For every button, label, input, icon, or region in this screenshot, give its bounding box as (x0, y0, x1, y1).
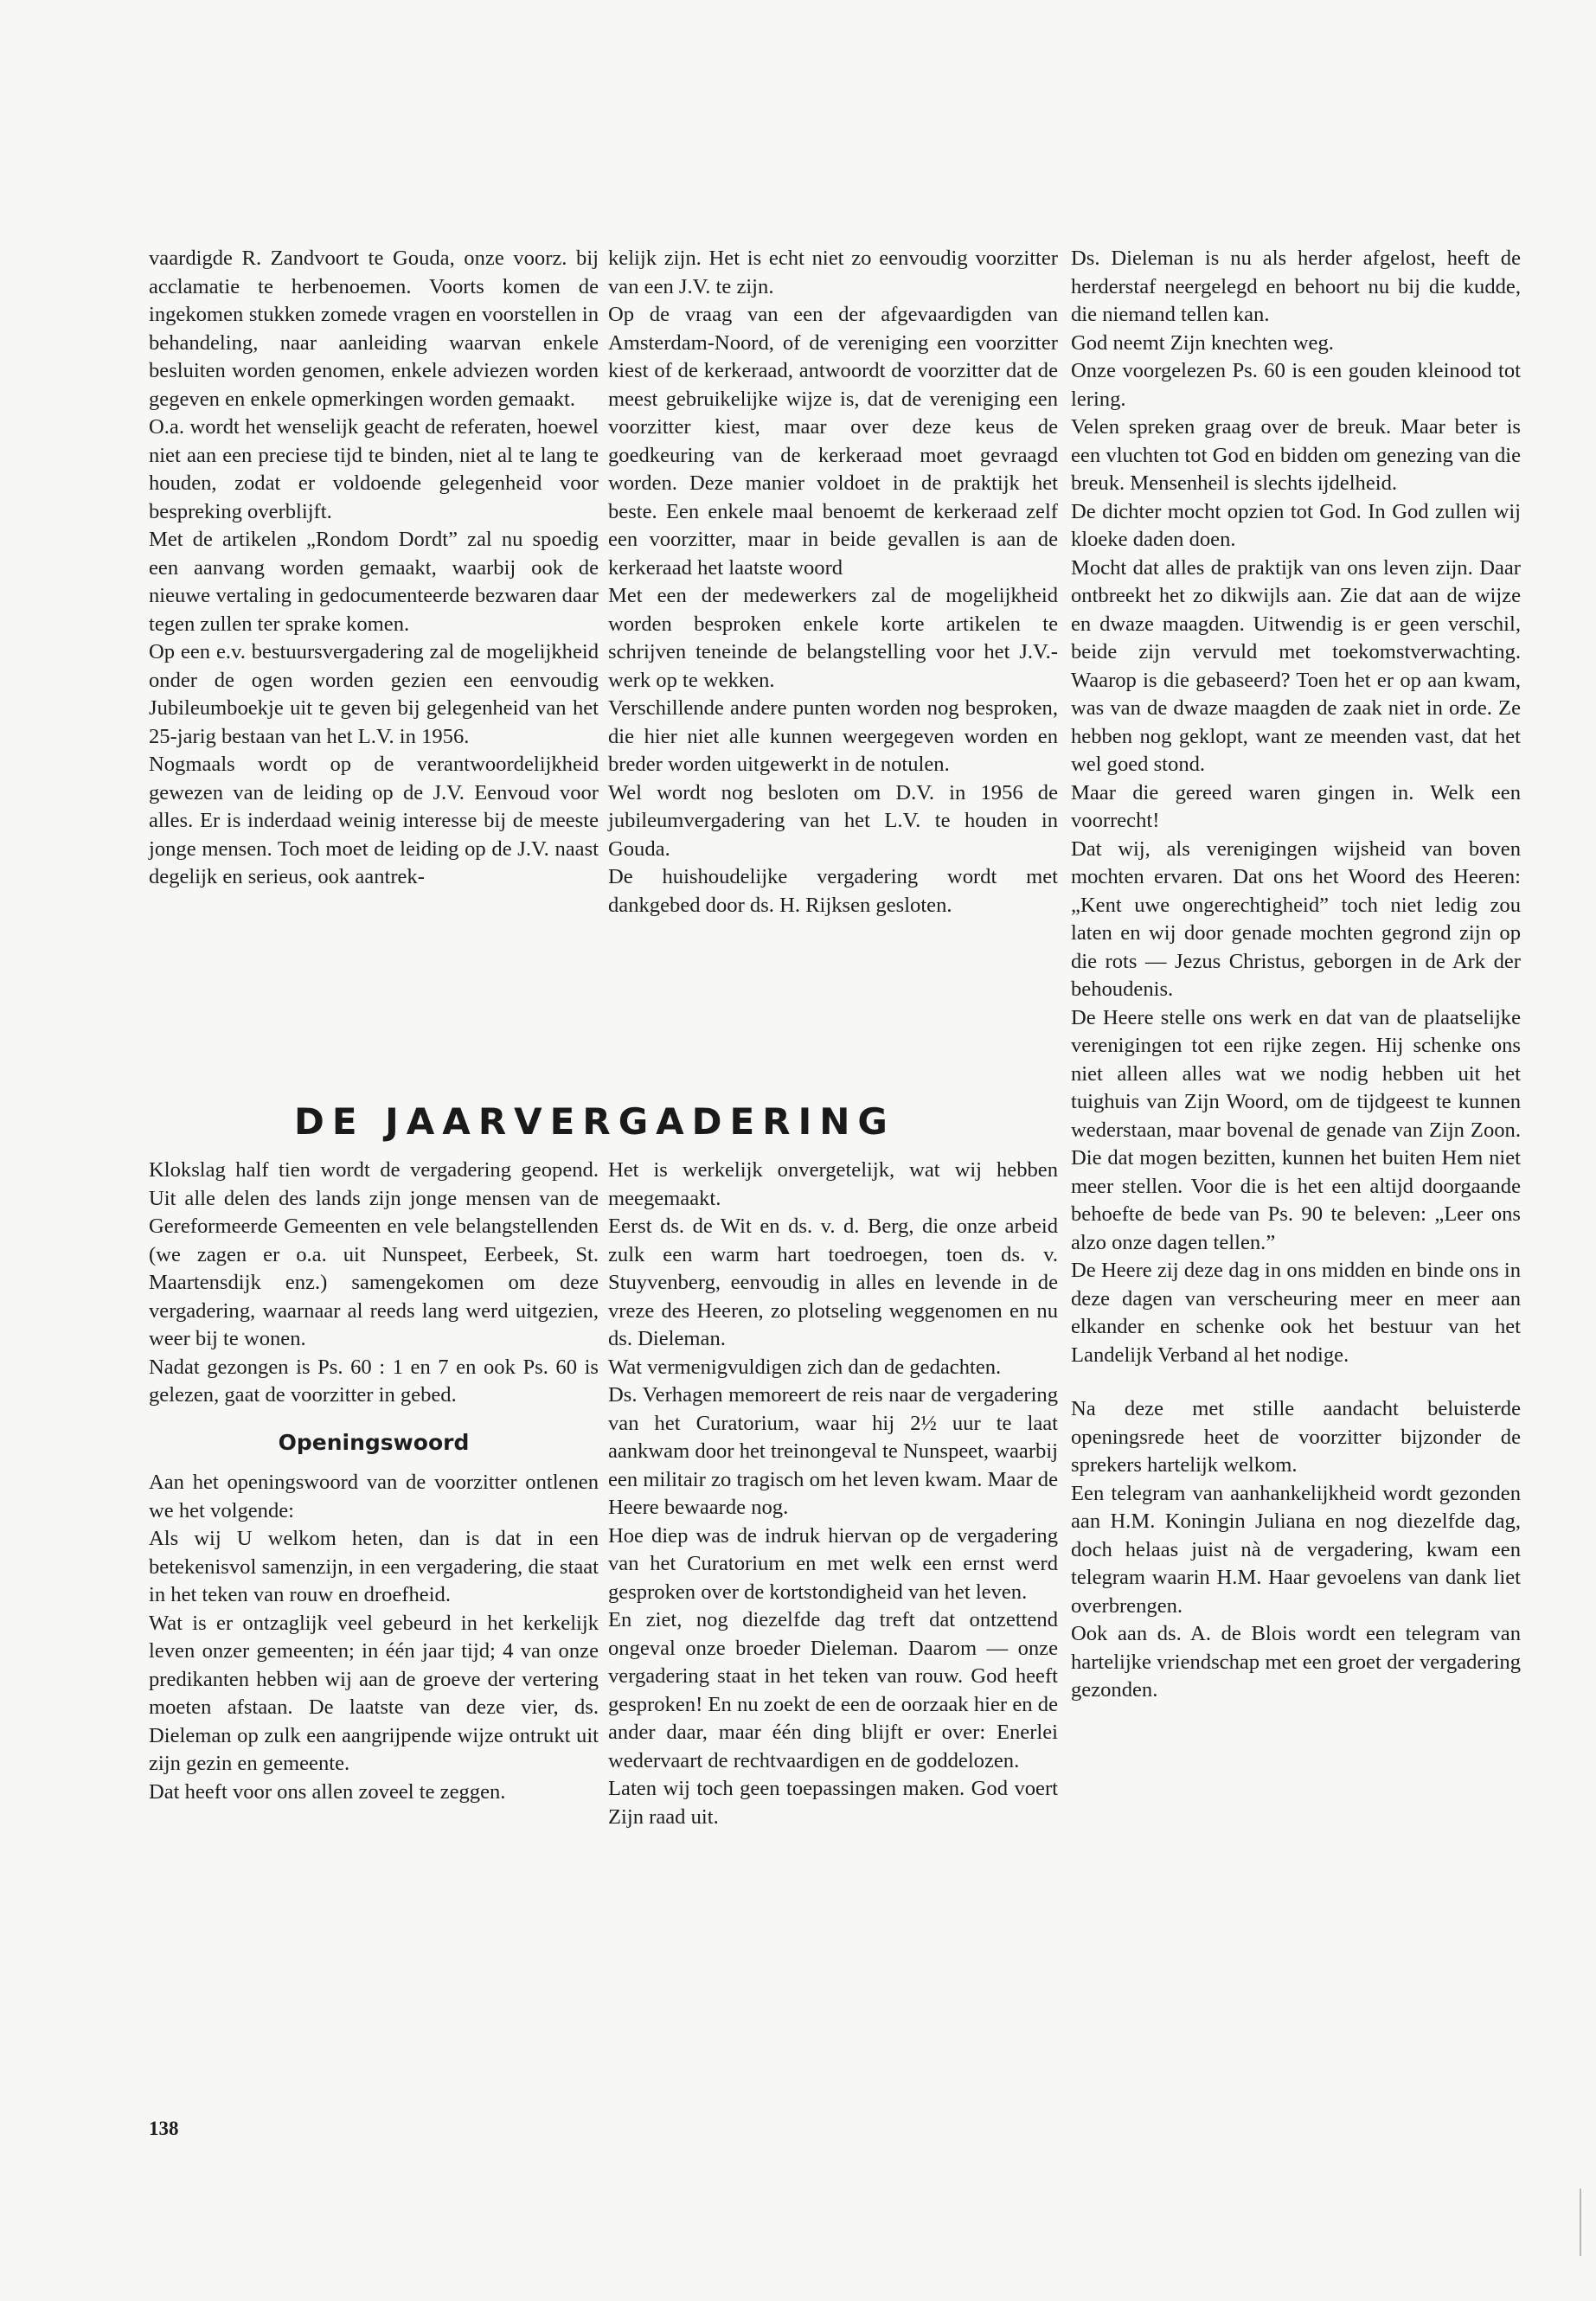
paragraph: De Heere zij deze dag in ons midden en binde ons in deze dagen van verscheuring meer en meer aan elkander en schenke ook het bestuur van het Landelijk Verband al het nodige. (1071, 1259, 1521, 1367)
page-number: 138 (149, 2118, 179, 2139)
paragraph: Het is werkelijk onvergetelijk, wat wij hebben meegemaakt. (608, 1158, 1058, 1210)
paragraph: De Heere stelle ons werk en dat van de plaatselijke verenigingen tot een rijke zegen. Hij schenke ons niet alleen alles wat we nodig hebben uit het tuighuis van Zijn Woord, om de tijdgeest te kunnen wederstaan, maar bovenal de genade van Zijn Zoon. Die dat mogen bezitten, kunnen het buiten Hem niet meer stellen. Voor die is het een altijd doorgaande behoefte de bede van Ps. 90 te beleven: „Leer ons alzo onze dagen tellen.” (1071, 1005, 1521, 1254)
paragraph: Verschillende andere punten worden nog besproken, die hier niet alle kunnen weergegeven worden en breder worden uitgewerkt in de notulen. (608, 696, 1058, 776)
paragraph: De dichter mocht opzien tot God. In God zullen wij kloeke daden doen. (1071, 499, 1521, 551)
top-middle-column (608, 245, 1058, 920)
paragraph-gap (1071, 1369, 1521, 1395)
paragraph: Nadat gezongen is Ps. 60 : 1 en 7 en ook Ps. 60 is gelezen, gaat de voorzitter in gebed. (149, 1355, 599, 1407)
paragraph: Dat wij, als verenigingen wijsheid van boven mochten ervaren. Dat ons het Woord des Heeren: „Kent uwe ongerechtigheid” toch niet ledig zou laten en wij door genade mochten gegrond zijn op die rots — Jezus Christus, geborgen in de Ark der behoudenis. (1071, 836, 1521, 1001)
paragraph: Klokslag half tien wordt de vergadering geopend. Uit alle delen des lands zijn jonge mensen van de Gereformeerde Gemeenten en vele belangstellenden (we zagen er o.a. uit Nunspeet, Eerbeek, St. Maartensdijk enz.) samengekomen om deze vergadering, waarnaar al reeds lang werd uitgezien, weer bij te wonen. (149, 1158, 599, 1350)
paragraph: Na deze met stille aandacht beluisterde openingsrede heet de voorzitter bijzonder de sprekers hartelijk welkom. (1071, 1397, 1521, 1477)
paragraph: Mocht dat alles de praktijk van ons leven zijn. Daar ontbreekt het zo dikwijls aan. Zie dat aan de wijze en dwaze maagden. Uitwendig is er geen verschil, beide zijn vervuld met toekomstverwachting. Waarop is die gebaseerd? Toen het er op aan kwam, was van de dwaze maagden de zaak niet in orde. Ze hebben nog geklopt, want ze meenden vast, dat het wel goed stond. (1071, 555, 1521, 776)
paragraph: Velen spreken graag over de breuk. Maar beter is een vluchten tot God en bidden om genezing van die breuk. Mensenheil is slechts ijdelheid. (1071, 415, 1521, 495)
paragraph: Dat heeft voor ons allen zoveel te zeggen. (149, 1779, 506, 1804)
bottom-left-column (149, 1157, 599, 1806)
paragraph: Laten wij toch geen toepassingen maken. God voert Zijn raad uit. (608, 1777, 1058, 1829)
scan-edge-mark (1580, 2189, 1581, 2256)
paragraph: Een telegram van aanhankelijkheid wordt gezonden aan H.M. Koningin Juliana en nog diezelfde dag, doch helaas juist nà de vergadering, kwam een telegram waarin H.M. Haar gevoelens van dank liet overbrengen. (1071, 1481, 1521, 1618)
paragraph: Nogmaals wordt op de verantwoordelijkheid gewezen van de leiding op de J.V. Eenvoud voor alles. Er is inderdaad weinig interesse bij de meeste jonge mensen. Toch moet de leiding op de J.V. naast degelijk en serieus, ook aantrek- (149, 753, 599, 888)
section-heading: Openingswoord (278, 1429, 470, 1455)
paragraph: Op een e.v. bestuursvergadering zal de mogelijkheid onder de ogen worden gezien een eenvoudig Jubileumboekje uit te geven bij gelegenheid van het 25-jarig bestaan van het L.V. in 1956. (149, 640, 599, 748)
right-column (1071, 245, 1521, 1705)
paragraph: Wat is er ontzaglijk veel gebeurd in het kerkelijk leven onzer gemeenten; in één jaar tijd; 4 van onze predikanten hebben wij aan de groeve der vertering moeten afstaan. De laatste van deze vier, ds. Dieleman op zulk een aangrijpende wijze ontrukt uit zijn gezin en gemeente. (149, 1611, 599, 1775)
paragraph: Ds. Verhagen memoreert de reis naar de vergadering van het Curatorium, waar hij 2½ uur te laat aankwam door het treinongeval te Nunspeet, waarbij een militair zo tragisch om het leven kwam. Maar de Heere bewaarde nog. (608, 1383, 1058, 1519)
paragraph: Ds. Dieleman is nu als herder afgelost, heeft de herderstaf neergelegd en behoort nu bij die kudde, die niemand tellen kan. (1071, 247, 1521, 326)
paragraph: Met de artikelen „Rondom Dordt” zal nu spoedig een aanvang worden gemaakt, waarbij ook de nieuwe vertaling in gedocumenteerde bezwaren daar tegen zullen ter sprake komen. (149, 528, 599, 636)
paragraph: Onze voorgelezen Ps. 60 is een gouden kleinood tot lering. (1071, 359, 1521, 411)
bottom-middle-column (608, 1157, 1058, 1831)
paragraph: Maar die gereed waren gingen in. Welk een voorrecht! (1071, 780, 1521, 832)
paragraph: kelijk zijn. Het is echt niet zo eenvoudig voorzitter van een J.V. te zijn. (608, 247, 1058, 298)
paragraph: Met een der medewerkers zal de mogelijkheid worden besproken enkele korte artikelen te schrijven teneinde de belangstelling voor het J.V.-werk op te wekken. (608, 584, 1058, 692)
paragraph: Ook aan ds. A. de Blois wordt een telegram van hartelijke vriendschap met een groet der vergadering gezonden. (1071, 1622, 1521, 1702)
paragraph: Wel wordt nog besloten om D.V. in 1956 de jubileumvergadering van het L.V. te houden in Gouda. (608, 780, 1058, 861)
paragraph: vaardigde R. Zandvoort te Gouda, onze voorz. bij acclamatie te herbenoemen. Voorts komen de ingekomen stukken zomede vragen en voorstellen in behandeling, naar aanleiding waarvan enkele besluiten worden genomen, enkele adviezen worden gegeven en enkele opmerkingen worden gemaakt. (149, 247, 599, 411)
article-title: DE JAARVERGADERING (294, 1100, 895, 1143)
paragraph: De huishoudelijke vergadering wordt met dankgebed door ds. H. Rijksen gesloten. (608, 865, 1058, 917)
paragraph: Eerst ds. de Wit en ds. v. d. Berg, die onze arbeid zulk een warm hart toedroegen, toen ds. v. Stuyvenberg, eenvoudig in alles en levende in de vreze des Heeren, zo plotseling weggenomen en nu ds. Dieleman. (608, 1215, 1058, 1350)
paragraph: Op de vraag van een der afgevaardigden van Amsterdam-Noord, of de vereniging een voorzitter kiest of de kerkeraad, antwoordt de voorzitter dat de meest gebruikelijke wijze is, dat de vereniging een voorzitter kiest, maar over deze keus de goedkeuring van de kerkeraad moet gevraagd worden. Deze manier voldoet in de praktijk het beste. Een enkele maal benoemt de kerkeraad zelf een voorzitter, maar in beide gevallen is aan de kerkeraad het laatste woord (608, 303, 1058, 580)
top-left-column (149, 245, 599, 892)
paragraph: God neemt Zijn knechten weg. (1071, 330, 1334, 355)
paragraph: O.a. wordt het wenselijk geacht de referaten, hoewel niet aan een preciese tijd te binden, niet al te lang te houden, zodat er voldoende gelegenheid voor bespreking overblijft. (149, 415, 599, 523)
paragraph: Als wij U welkom heten, dan is dat in een betekenisvol samenzijn, in een vergadering, die staat in het teken van rouw en droefheid. (149, 1527, 599, 1606)
paragraph: En ziet, nog diezelfde dag treft dat ontzettend ongeval onze broeder Dieleman. Daarom — onze vergadering staat in het teken van rouw. God heeft gesproken! En nu zoekt de een de oorzaak hier en de ander daar, maar één ding blijft er over: Enerlei wedervaart de rechtvaardigen en de goddelozen. (608, 1608, 1058, 1772)
paragraph: Aan het openingswoord van de voorzitter ontlenen we het volgende: (149, 1471, 599, 1522)
paragraph: Hoe diep was de indruk hiervan op de vergadering van het Curatorium en met welk een ernst werd gesproken over de kortstondigheid van het leven. (608, 1523, 1058, 1604)
paragraph: Wat vermenigvuldigen zich dan de gedachten. (608, 1355, 1002, 1379)
